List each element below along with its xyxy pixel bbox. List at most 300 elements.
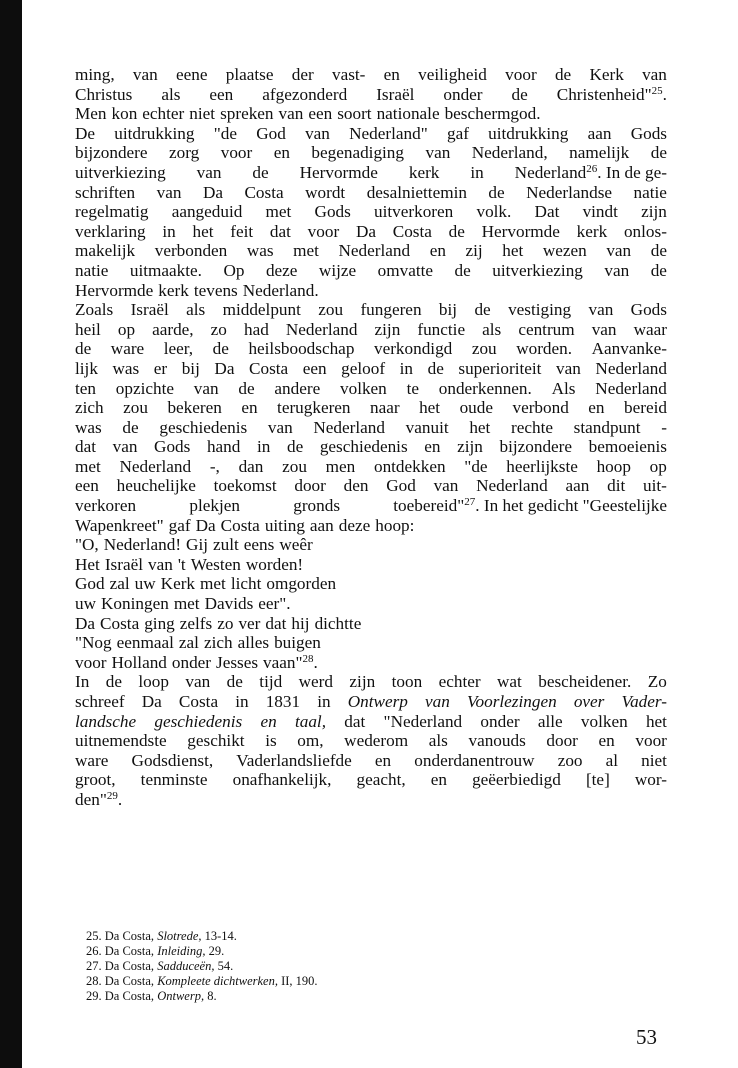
footnote-author: Da Costa, <box>104 944 155 958</box>
word: Gods <box>630 300 667 320</box>
word: loop <box>138 672 169 692</box>
word: zult <box>213 535 239 555</box>
word: van <box>425 143 451 163</box>
word: uit- <box>643 476 667 496</box>
text-line <box>75 183 667 203</box>
text-line <box>75 516 667 536</box>
word: geschiedenis <box>159 417 248 437</box>
word: verbond <box>512 398 569 418</box>
word: Hervormde <box>299 162 378 182</box>
word: voor <box>635 731 667 751</box>
word: Costa <box>220 515 260 535</box>
word: in <box>162 221 176 241</box>
word: 't <box>177 554 186 574</box>
text-line <box>75 594 667 614</box>
word: de <box>511 84 528 104</box>
word: ware <box>75 750 109 770</box>
word: Da <box>75 613 96 633</box>
word: geschiedenis <box>154 711 243 731</box>
text-line <box>75 672 667 692</box>
word: geloof <box>341 358 386 378</box>
word: hand <box>206 437 241 457</box>
text-line <box>75 555 667 575</box>
word: voor <box>307 221 340 241</box>
word: een <box>75 476 99 496</box>
word: uw <box>75 594 97 614</box>
word: uitdrukking <box>114 123 195 143</box>
word: was <box>246 241 274 261</box>
word: Da <box>355 221 376 241</box>
word: als <box>186 300 206 320</box>
word: van <box>267 417 293 437</box>
footnote-marker: 27 <box>464 496 476 509</box>
word: veiligheid <box>418 65 487 84</box>
word: functie <box>417 319 466 339</box>
text-line <box>75 222 667 242</box>
word: volken <box>340 378 387 398</box>
word: zich <box>75 398 104 418</box>
word: tevens <box>193 280 238 300</box>
word: Kerk <box>589 65 624 84</box>
word: alle <box>537 711 563 731</box>
word: God <box>75 574 105 594</box>
text-line <box>75 359 667 379</box>
word: Gods <box>154 437 191 457</box>
word: onder <box>443 84 483 104</box>
word: van <box>193 378 219 398</box>
word: - <box>661 417 667 437</box>
word: Vader- <box>621 692 667 711</box>
word: deze <box>338 515 371 535</box>
word: als <box>161 84 181 104</box>
word: er <box>153 358 168 378</box>
word: Costa <box>392 221 432 241</box>
footnote-author: Da Costa, <box>104 974 155 988</box>
word: de <box>252 162 269 182</box>
word: te <box>406 378 419 398</box>
word: Israël <box>376 84 415 104</box>
word <box>557 85 667 105</box>
word: uitdrukking <box>488 123 569 143</box>
word: zal <box>178 633 199 653</box>
word: de <box>650 143 667 163</box>
word: had <box>243 319 269 339</box>
text-line <box>75 85 667 105</box>
word: natie <box>75 260 109 280</box>
word: zou <box>318 300 344 320</box>
word: en <box>588 398 605 418</box>
word: vanuit <box>405 417 449 437</box>
word: plaatse <box>225 65 274 84</box>
word: heil <box>75 319 101 339</box>
word: dat <box>344 711 366 731</box>
word: onderdanentrouw <box>414 750 535 770</box>
word: kerk <box>408 162 440 182</box>
word: wederom <box>344 731 409 751</box>
word: makelijk <box>75 241 136 261</box>
word: heuchelijke <box>116 476 196 496</box>
text-line <box>75 692 667 712</box>
word: toon <box>391 672 423 692</box>
word: verkoren <box>75 496 137 516</box>
word: en <box>241 398 258 418</box>
word: bescheidener. <box>538 672 632 692</box>
word: is <box>265 731 277 751</box>
word-text: Christenheid" <box>556 84 652 104</box>
word: "de <box>213 123 237 143</box>
word: uw <box>134 574 156 594</box>
word: omgorden <box>266 574 337 594</box>
word: omvatte <box>377 260 434 280</box>
word: buigen <box>274 633 321 653</box>
word: van <box>433 476 459 496</box>
footnote-pages: 13-14. <box>204 929 237 943</box>
word: uitnemendste <box>75 731 167 751</box>
word: der <box>291 65 314 84</box>
word: naar <box>370 398 400 418</box>
word: en <box>424 437 441 457</box>
word: de <box>488 182 505 202</box>
word: Nederland <box>476 476 548 496</box>
word: men <box>325 456 356 476</box>
word <box>393 496 667 516</box>
word: het <box>645 711 667 731</box>
word: dichtte <box>314 613 362 633</box>
text-line <box>75 731 667 751</box>
word: Het <box>75 554 100 574</box>
word: kerk <box>158 280 189 300</box>
word: Gods <box>630 123 667 143</box>
word: Kerk <box>160 574 196 594</box>
word: ontdekken <box>373 456 446 476</box>
text-line <box>75 457 667 477</box>
word: Men <box>75 104 107 124</box>
word: van <box>588 300 614 320</box>
word: de <box>286 437 304 457</box>
text-line <box>75 770 667 790</box>
word: "Nog <box>75 633 112 653</box>
word: spreken <box>220 104 274 124</box>
text-line <box>75 751 667 771</box>
word: den <box>343 476 369 496</box>
word: en <box>273 143 290 163</box>
word: niet <box>189 104 216 124</box>
text-line <box>75 261 667 281</box>
word: rechte <box>511 417 553 437</box>
word: desalniettemin <box>366 182 467 202</box>
word: Aanvanke- <box>591 339 667 359</box>
word: Dat <box>534 202 560 222</box>
word: Da <box>202 182 223 202</box>
word: en <box>260 711 277 731</box>
word: van <box>591 319 617 339</box>
word: Nederlandse <box>526 182 613 202</box>
word: andere <box>274 378 321 398</box>
word: terugkeren <box>277 398 351 418</box>
word: aan <box>309 515 334 535</box>
word: Hervormde <box>75 280 154 300</box>
word: bijzondere <box>499 437 573 457</box>
text-line <box>75 437 667 457</box>
word: nationale <box>376 104 440 124</box>
word: tenminste <box>140 770 208 790</box>
word: landsche <box>75 711 137 731</box>
word: Nederland <box>338 241 411 261</box>
footnote-marker: 25 <box>651 84 663 97</box>
word: Da <box>195 515 216 535</box>
word: voor <box>505 65 537 84</box>
word: heilsboodschap <box>248 339 355 359</box>
word: Costa <box>178 692 219 711</box>
word: in <box>317 692 331 711</box>
word: geëerbiedigd <box>472 770 561 790</box>
footnote-title: Sadduceën, <box>157 959 215 973</box>
footnote <box>86 929 318 944</box>
word: zijn <box>349 672 376 692</box>
word: soort <box>337 104 372 124</box>
word: ging <box>144 613 175 633</box>
word: de <box>75 339 92 359</box>
footnote-pages: 8. <box>207 989 217 1003</box>
word: zijn <box>641 202 667 222</box>
word: het <box>192 221 214 241</box>
word: In <box>75 672 90 692</box>
footnote-number: 27. <box>86 959 102 973</box>
word: centrum <box>518 319 575 339</box>
word: Davids <box>204 594 254 614</box>
word: "Nederland <box>383 711 463 731</box>
word: Godsdienst, <box>131 750 214 770</box>
word: de <box>650 260 667 280</box>
word: Nederland <box>313 417 385 437</box>
word: een <box>308 104 333 124</box>
word: van <box>305 123 330 143</box>
word: Nederland, <box>471 143 548 163</box>
word: ten <box>75 378 96 398</box>
word: in <box>235 692 249 711</box>
word: zou <box>471 339 497 359</box>
word: wor- <box>634 770 667 790</box>
word: plekjen <box>189 496 240 516</box>
word: regelmatig <box>75 202 149 222</box>
word: gronds <box>293 496 341 516</box>
word: licht <box>230 574 262 594</box>
word: Jesses <box>216 652 259 672</box>
word: echter <box>142 104 185 124</box>
word: Nederland! <box>103 535 182 555</box>
text-line <box>75 202 667 222</box>
word: de <box>554 65 572 84</box>
word: beschermgod. <box>444 104 541 124</box>
word: de <box>238 378 255 398</box>
word: van <box>132 65 158 84</box>
word: schreef <box>75 692 125 711</box>
word: bij <box>181 358 200 378</box>
word: hoop <box>596 456 631 476</box>
word: Costa <box>249 358 289 378</box>
word: uitverkiezing <box>75 162 166 182</box>
word: schriften <box>75 182 136 202</box>
word: zij <box>465 241 483 261</box>
word: dat <box>269 221 291 241</box>
footnote <box>86 959 318 974</box>
word: natie <box>633 182 667 202</box>
word: fungeren <box>360 300 422 320</box>
text-line <box>75 300 667 320</box>
word: in <box>256 437 271 457</box>
word: begenadiging <box>311 143 404 163</box>
word: was <box>112 358 140 378</box>
word: weêr <box>279 535 313 555</box>
word: aan <box>565 476 590 496</box>
footnote-pages: 29. <box>208 944 225 958</box>
footnote-author: Da Costa, <box>104 959 155 973</box>
page-number: 53 <box>636 1025 657 1049</box>
word <box>263 653 318 673</box>
text-line <box>75 496 667 516</box>
word: bereid <box>624 398 667 418</box>
word: al <box>605 750 619 770</box>
footnote-marker: 28 <box>302 652 314 665</box>
word: vanouds <box>468 731 526 751</box>
word-text: vaan" <box>263 652 303 672</box>
word: vast- <box>331 65 366 84</box>
word: en <box>430 770 447 790</box>
word: standpunt <box>573 417 641 437</box>
word: namelijk <box>569 143 630 163</box>
word: Nederland <box>285 319 358 339</box>
word: zoo <box>557 750 583 770</box>
word: van <box>606 241 632 261</box>
word: dit <box>607 476 626 496</box>
word: voor <box>220 143 253 163</box>
word: wat <box>497 672 522 692</box>
word: eenmaal <box>116 633 174 653</box>
word: om, <box>297 731 324 751</box>
text-line <box>75 104 667 124</box>
word: en <box>383 65 400 84</box>
word: eer". <box>258 594 291 614</box>
word: dat <box>265 613 287 633</box>
word: feit <box>230 221 254 241</box>
word: Israël <box>130 300 169 320</box>
word: aarde, <box>152 319 194 339</box>
line-tail: . <box>662 84 667 104</box>
word: van <box>112 437 138 457</box>
word: was <box>75 417 102 437</box>
text-line <box>75 281 667 301</box>
word-text: den" <box>75 789 107 809</box>
text-line <box>75 163 667 183</box>
footnote-title: Kompleete dichtwerken, <box>157 974 278 988</box>
text-line <box>75 535 667 555</box>
word: met <box>173 594 200 614</box>
text-line <box>75 418 667 438</box>
word: opzichte <box>115 378 174 398</box>
word: onder <box>480 711 520 731</box>
word: uitverkoren <box>374 202 454 222</box>
word: van <box>148 554 173 574</box>
word-text: Nederland <box>514 162 587 182</box>
word: de <box>474 300 491 320</box>
word: uiting <box>264 515 305 535</box>
word: lijk <box>75 358 98 378</box>
word: van <box>278 104 304 124</box>
word: over <box>573 692 605 711</box>
word: bemoeienis <box>588 437 667 457</box>
word: taal, <box>294 711 327 731</box>
word: het <box>502 241 524 261</box>
text-line <box>75 633 667 653</box>
footnote-author: Da Costa, <box>104 989 155 1003</box>
word: Da <box>141 692 162 711</box>
footnote-pages: 54. <box>217 959 234 973</box>
word: Zo <box>647 672 667 692</box>
word: de <box>226 672 243 692</box>
word: bij <box>438 300 458 320</box>
word: ver <box>238 613 261 633</box>
footnote-marker: 26 <box>586 162 598 175</box>
word: zijn <box>457 437 483 457</box>
word: uitverkiezing <box>492 260 583 280</box>
word: eene <box>176 65 208 84</box>
word: God <box>256 123 286 143</box>
word: met <box>75 456 101 476</box>
text-line <box>75 574 667 594</box>
word: ming, <box>75 65 115 84</box>
text-line <box>75 398 667 418</box>
word: in <box>470 162 484 182</box>
word: van <box>156 182 182 202</box>
word: zich <box>203 633 233 653</box>
word: van <box>196 162 222 182</box>
word: het <box>419 398 441 418</box>
word: Hervormde <box>481 221 560 241</box>
word: op <box>649 456 667 476</box>
word: zal <box>109 574 130 594</box>
word: van <box>604 260 630 280</box>
text-line <box>75 614 667 634</box>
line-tail: . <box>117 789 123 809</box>
word: zou <box>282 456 307 476</box>
word <box>515 163 667 183</box>
footnote-number: 26. <box>86 944 102 958</box>
word: gaf <box>446 123 469 143</box>
word: met <box>200 574 226 594</box>
word: geschikt <box>187 731 245 751</box>
text-line <box>75 790 667 810</box>
word: geacht, <box>356 770 406 790</box>
word: bekeren <box>167 398 222 418</box>
word: Costa <box>244 182 284 202</box>
word: Koningen <box>101 594 169 614</box>
text-line <box>75 712 667 732</box>
word: verklaring <box>75 221 146 241</box>
word: Gij <box>186 535 209 555</box>
word: verkondigd <box>373 339 453 359</box>
word: op <box>117 319 136 339</box>
footnote <box>86 974 318 989</box>
word: Nederland" <box>349 123 428 143</box>
word <box>75 790 122 810</box>
footnote-author: Da Costa, <box>104 929 155 943</box>
word: geschiedenis <box>319 437 408 457</box>
text-line <box>75 320 667 340</box>
word: onder <box>171 652 212 672</box>
word: van <box>642 65 667 84</box>
word: zijn <box>374 319 401 339</box>
word: Wapenkreet" <box>75 515 164 535</box>
